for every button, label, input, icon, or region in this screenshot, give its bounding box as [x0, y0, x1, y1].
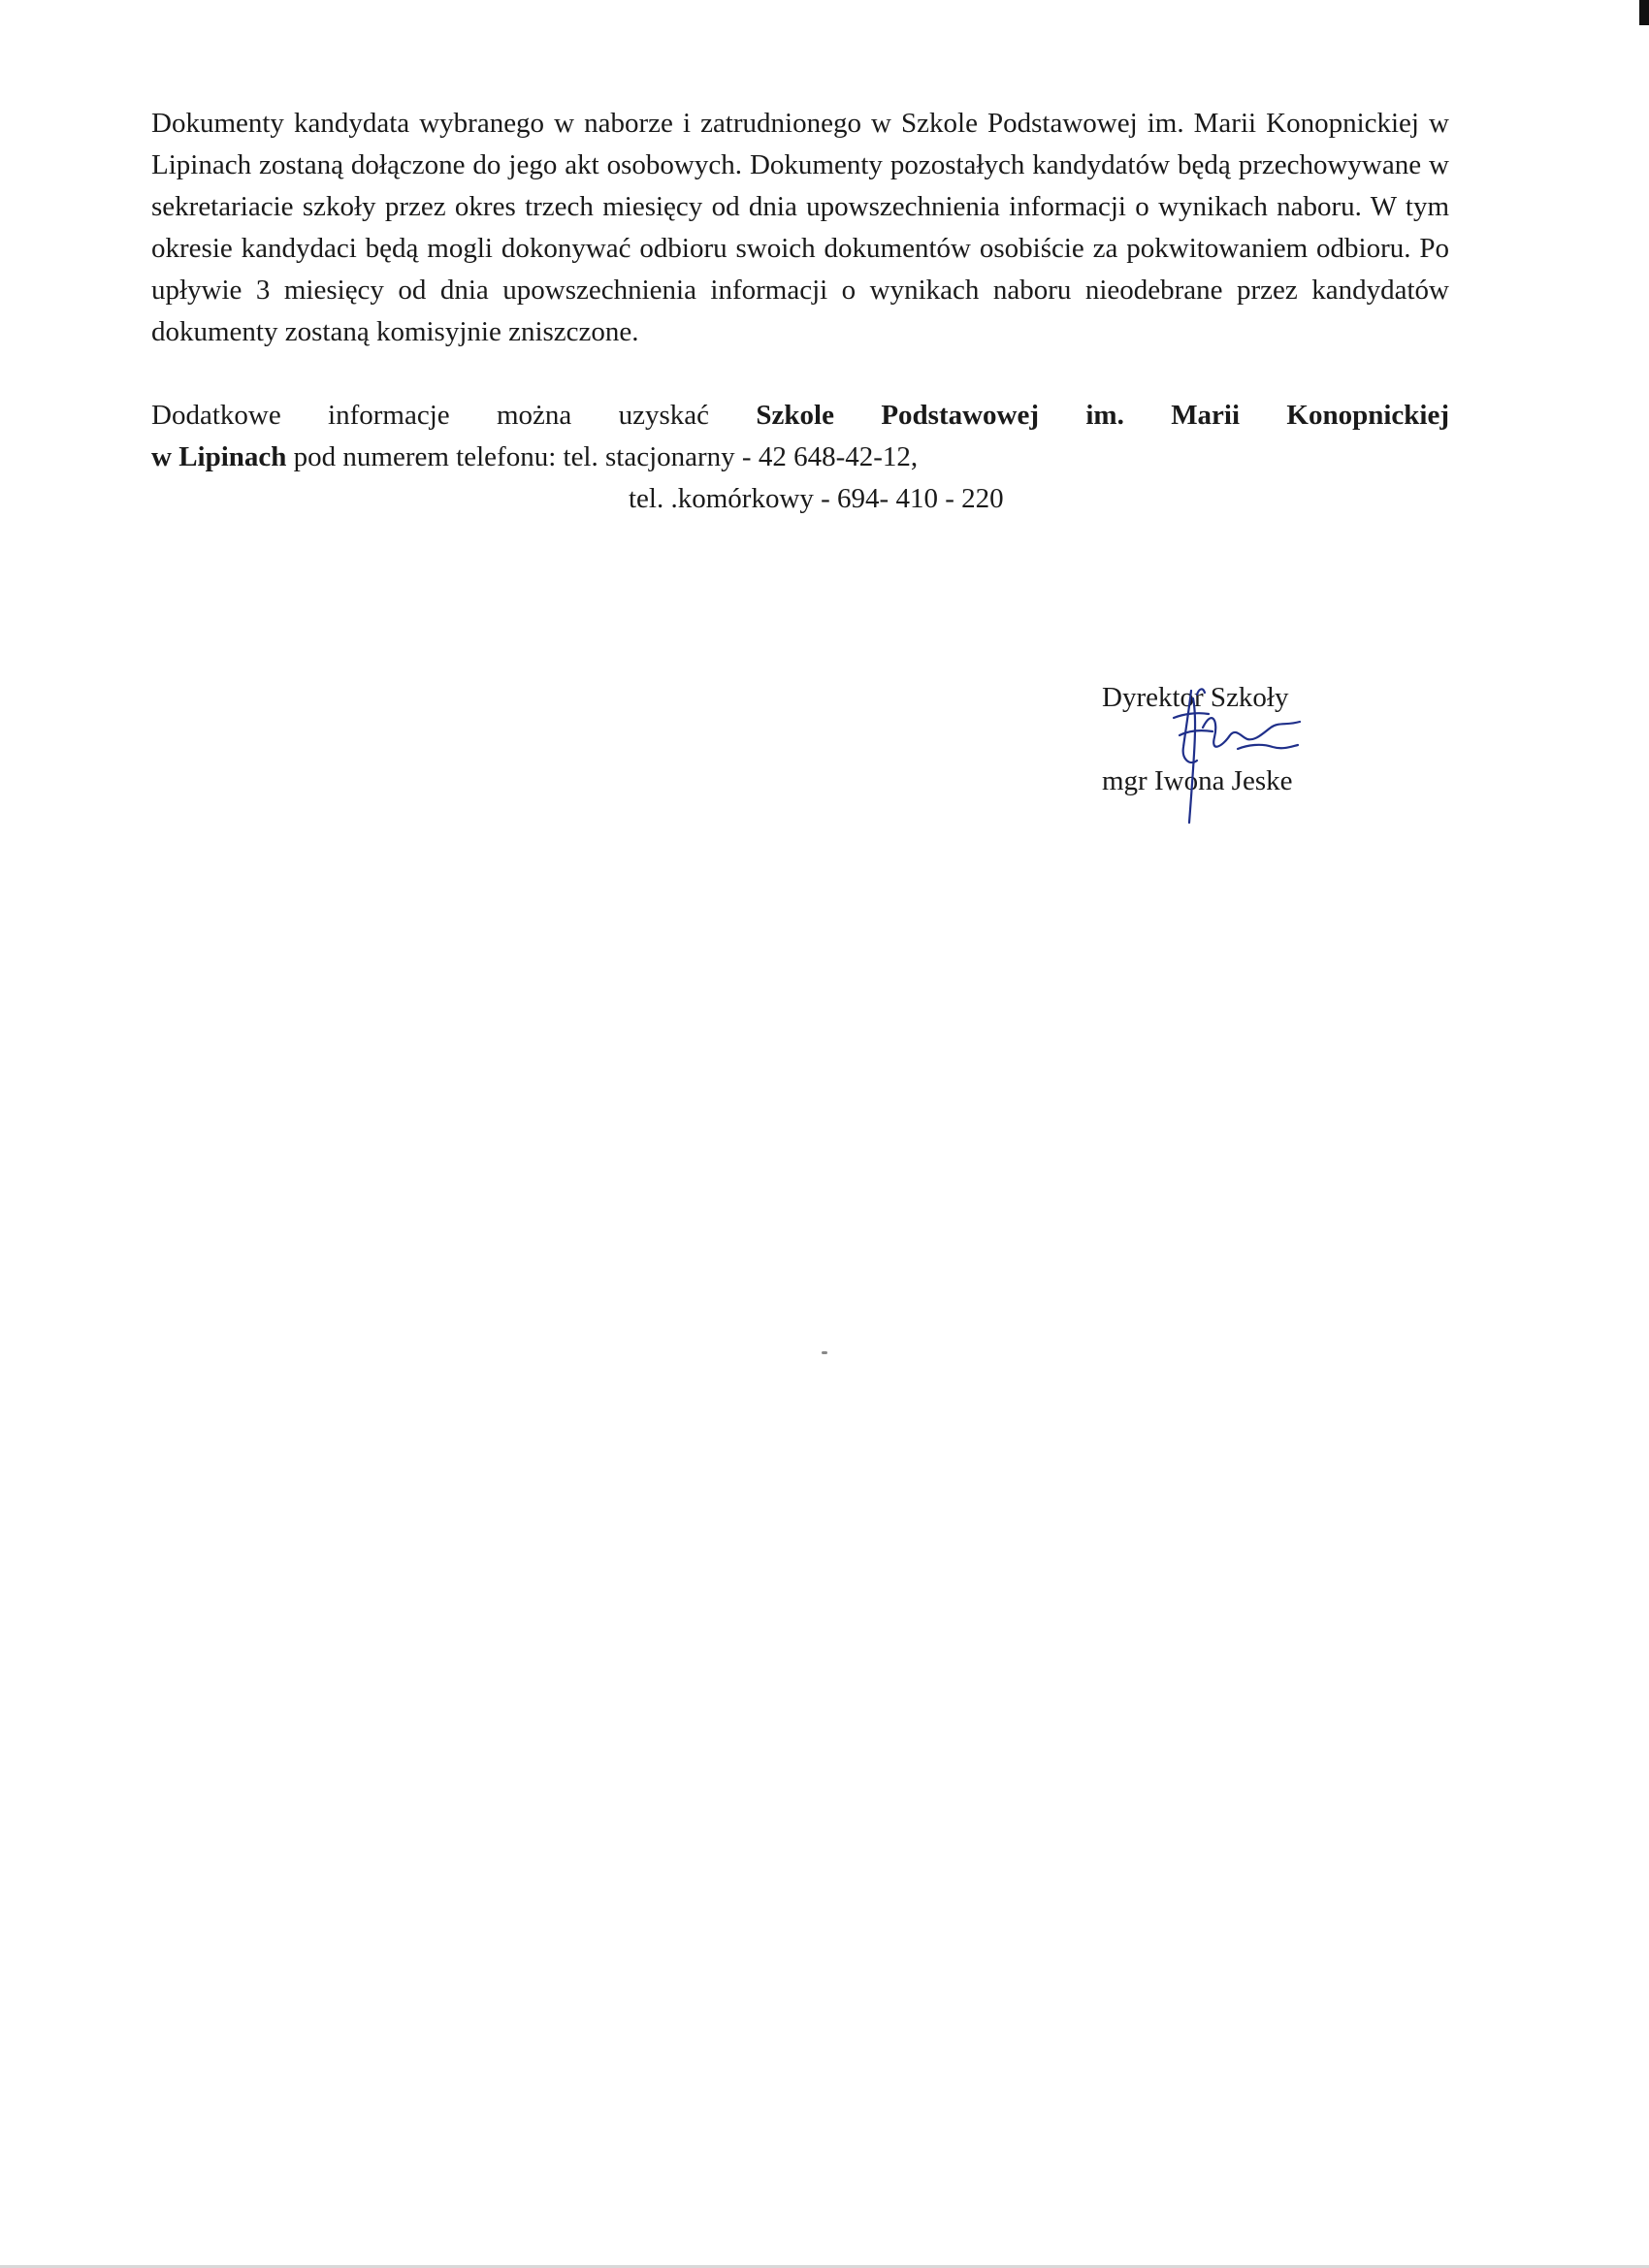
scan-edge-mark [1639, 0, 1649, 25]
paragraph-contact-info [151, 395, 1449, 520]
phone-landline: pod numerem telefonu: tel. stacjonarny - 42 648-42-12, [286, 441, 919, 472]
signature-name: mgr Iwona Jeske [1102, 765, 1293, 796]
contact-lead-text: Dodatkowe informacje można uzyskać [151, 400, 757, 431]
document-body [151, 103, 1449, 520]
handwritten-signature [1154, 679, 1319, 825]
phone-mobile: tel. .komórkowy - 694- 410 - 220 [629, 483, 1004, 514]
contact-line-1 [151, 395, 1449, 437]
school-name-bold: Szkole Podstawowej im. Marii Konopnickiej [756, 400, 1449, 431]
school-location-bold: w Lipinach [151, 441, 287, 472]
scan-speck [822, 1351, 827, 1354]
signature-title: Dyrektor Szkoły [1102, 682, 1289, 713]
contact-line-2 [151, 437, 1449, 478]
paragraph-documents-retention: Dokumenty kandydata wybranego w naborze i zatrudnionego w Szkole Podstawowej im. Marii Konopnickiej w Lipinach zostaną dołączone do jego akt osobowych. Dokumenty pozostałych kandydatów będą przechowywane w sekretariacie szkoły przez okres trzech miesięcy od dnia upowszechnienia informacji o wynikach naboru. W tym okresie kandydaci będą mogli dokonywać odbioru swoich dokumentów osobiście za pokwitowaniem odbioru. Po upływie 3 miesięcy od dnia upowszechnienia informacji o wynikach naboru nieodebrane przez kandydatów dokumenty zostaną komisyjnie zniszczone. [151, 108, 1449, 347]
